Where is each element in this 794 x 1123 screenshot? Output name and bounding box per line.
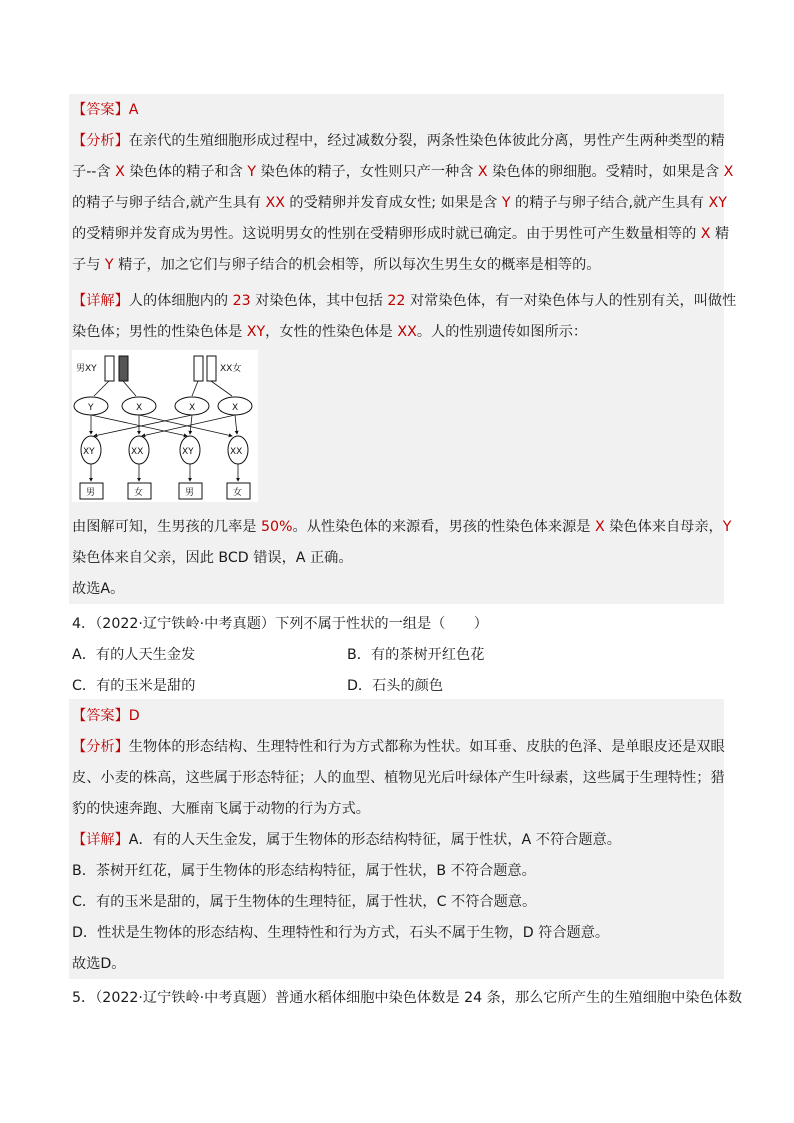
analysis-line-5 <box>72 255 600 275</box>
conclusion-text: 由图解可知，生男孩的几率是 <box>72 519 261 535</box>
conclusion-line-1 <box>72 517 731 537</box>
detail-text: 。人的性别遗传如图所示： <box>416 324 588 340</box>
father-label: 男XY <box>76 364 97 374</box>
analysis-text: 染色体的精子和含 <box>124 164 248 180</box>
analysis-text: 的精子与卵子结合,就产生具有 <box>72 195 266 211</box>
sex-label: 女 <box>233 488 243 498</box>
analysis2-line-3: 豹的快速奔跑、大雁南飞属于动物的行为方式。 <box>72 801 370 817</box>
gametes <box>74 397 252 415</box>
number-highlight: 22 <box>387 293 406 309</box>
option-a: A．有的人天生金发 <box>72 647 196 663</box>
analysis-text: 精 <box>710 226 730 242</box>
detail-tag: 【详解】 <box>72 293 129 309</box>
conclusion-text: 染色体来自父亲，因此 BCD 错误，A 正确。 <box>72 550 353 566</box>
answer-tag: 【答案】 <box>72 708 129 724</box>
analysis-tag: 【分析】 <box>72 739 129 755</box>
detail-text: 染色体；男性的性染色体是 <box>72 324 247 340</box>
zygote-label: XY <box>182 447 194 457</box>
answer-line-2 <box>72 706 140 726</box>
detail-line-1 <box>72 291 736 311</box>
analysis-line-2 <box>72 162 733 182</box>
analysis-text: 的精子与卵子结合,就产生具有 <box>510 195 709 211</box>
detail-text: 对染色体，其中包括 <box>250 293 388 309</box>
zygote-label: XX <box>131 447 144 457</box>
analysis2-line-1 <box>72 737 725 757</box>
father-y-chromosome <box>105 356 114 381</box>
analysis-text: 在亲代的生殖细胞形成过程中，经过减数分裂，两条性染色体彼此分离，男性产生两种类型的精 <box>128 133 725 149</box>
chromosome-label: Y <box>722 519 732 535</box>
mother-x-chromosome-1 <box>194 356 203 381</box>
gamete-label: X <box>136 403 143 413</box>
detail-line-2 <box>72 322 587 342</box>
zygotes <box>81 436 248 464</box>
detail2-line-1 <box>72 830 621 850</box>
detail-text: 对常染色体，有一对染色体与人的性别有关，叫做性 <box>405 293 737 309</box>
option-c: C．有的玉米是甜的 <box>72 678 196 694</box>
chromosome-label: X <box>723 164 734 180</box>
chromosome-label: XX <box>265 195 285 211</box>
analysis-text: 生物体的形态结构、生理特性和行为方式都称为性状。如耳垂、皮肤的色泽、是单眼皮还是双眼 <box>128 739 725 755</box>
number-highlight: 23 <box>232 293 251 309</box>
diagram-svg <box>72 350 258 502</box>
offspring-sex-boxes <box>80 483 250 499</box>
chromosome-label: XY <box>246 324 266 340</box>
chromosome-label: XX <box>397 324 417 340</box>
analysis-text: 染色体的卵细胞。受精时，如果是含 <box>487 164 724 180</box>
analysis2-line-2: 皮、小麦的株高，这些属于形态特征；人的血型、植物见光后叶绿体产生叶绿素，这些属于生理特性；猎 <box>72 770 725 786</box>
chromosome-label: Y <box>104 257 114 273</box>
gamete-label: X <box>232 403 239 413</box>
analysis-line-3 <box>72 193 727 213</box>
answer-value: D <box>128 708 140 724</box>
sex-label: 男 <box>185 488 195 498</box>
analysis-line-4 <box>72 224 729 244</box>
answer-line <box>72 100 138 120</box>
chromosome-label: Y <box>501 195 511 211</box>
conclusion-line-2 <box>72 548 353 568</box>
final-answer-1: 故选A。 <box>72 581 125 597</box>
question-4-stem: 4．（2022·辽宁铁岭·中考真题）下列不属于性状的一组是（ ） <box>72 616 488 632</box>
analysis-text: 子--含 <box>72 164 116 180</box>
analysis-text: 染色体的精子，女性则只产一种含 <box>256 164 478 180</box>
detail-text: 人的体细胞内的 <box>128 293 233 309</box>
number-highlight: 50% <box>260 519 293 535</box>
conclusion-text: 。从性染色体的来源看，男孩的性染色体来源是 <box>292 519 595 535</box>
zygote-label: XY <box>83 447 95 457</box>
chromosome-label: XY <box>708 195 727 211</box>
answer-tag: 【答案】 <box>72 102 129 118</box>
analysis-tag: 【分析】 <box>72 133 129 149</box>
chromosome-label: X <box>477 164 488 180</box>
detail-tag: 【详解】 <box>72 832 129 848</box>
detail-text: A．有的人天生金发，属于生物体的形态结构特征，属于性状，A 不符合题意。 <box>128 832 621 848</box>
chromosome-label: Y <box>247 164 257 180</box>
analysis-text: 子与 <box>72 257 105 273</box>
sex-label: 男 <box>86 488 96 498</box>
mother-label: XX女 <box>220 364 242 374</box>
analysis-text: 精子，加之它们与卵子结合的机会相等，所以每次生男生女的概率是相等的。 <box>113 257 601 273</box>
analysis-text: 的受精卵并发育成女性; 如果是含 <box>284 195 502 211</box>
final-answer-2: 故选D。 <box>72 956 126 972</box>
detail2-line-4: D．性状是生物体的形态结构、生理特性和行为方式，石头不属于生物，D 符合题意。 <box>72 925 610 941</box>
gamete-label: X <box>189 403 196 413</box>
detail-text: ，女性的性染色体是 <box>265 324 398 340</box>
detail2-line-2: B．茶树开红花，属于生物体的形态结构特征，属于性状，B 不符合题意。 <box>72 863 536 879</box>
option-d: D．石头的颜色 <box>347 678 444 694</box>
detail2-line-3: C．有的玉米是甜的，属于生物体的生理特征，属于性状，C 不符合题意。 <box>72 894 537 910</box>
mother-x-chromosome-2 <box>207 356 216 381</box>
analysis-text: 的受精卵并发育成为男性。这说明男女的性别在受精卵形成时就已确定。由于男性可产生数量相等的 <box>72 226 701 242</box>
gamete-label: Y <box>88 403 94 413</box>
sex-label: 女 <box>134 488 144 498</box>
answer-value: A <box>128 102 139 118</box>
analysis-line-1 <box>72 131 725 151</box>
chromosome-label: X <box>594 519 605 535</box>
zygote-label: XX <box>230 447 243 457</box>
conclusion-text: 染色体来自母亲， <box>604 519 723 535</box>
chromosome-label: X <box>700 226 711 242</box>
father-x-chromosome <box>119 356 128 381</box>
chromosome-label: X <box>115 164 125 180</box>
question-5-stem: 5．（2022·辽宁铁岭·中考真题）普通水稻体细胞中染色体数是 24 条，那么它所产生的生殖细胞中染色体数 <box>72 990 743 1006</box>
option-b: B．有的茶树开红色花 <box>347 647 485 663</box>
sex-inheritance-diagram <box>72 350 258 502</box>
